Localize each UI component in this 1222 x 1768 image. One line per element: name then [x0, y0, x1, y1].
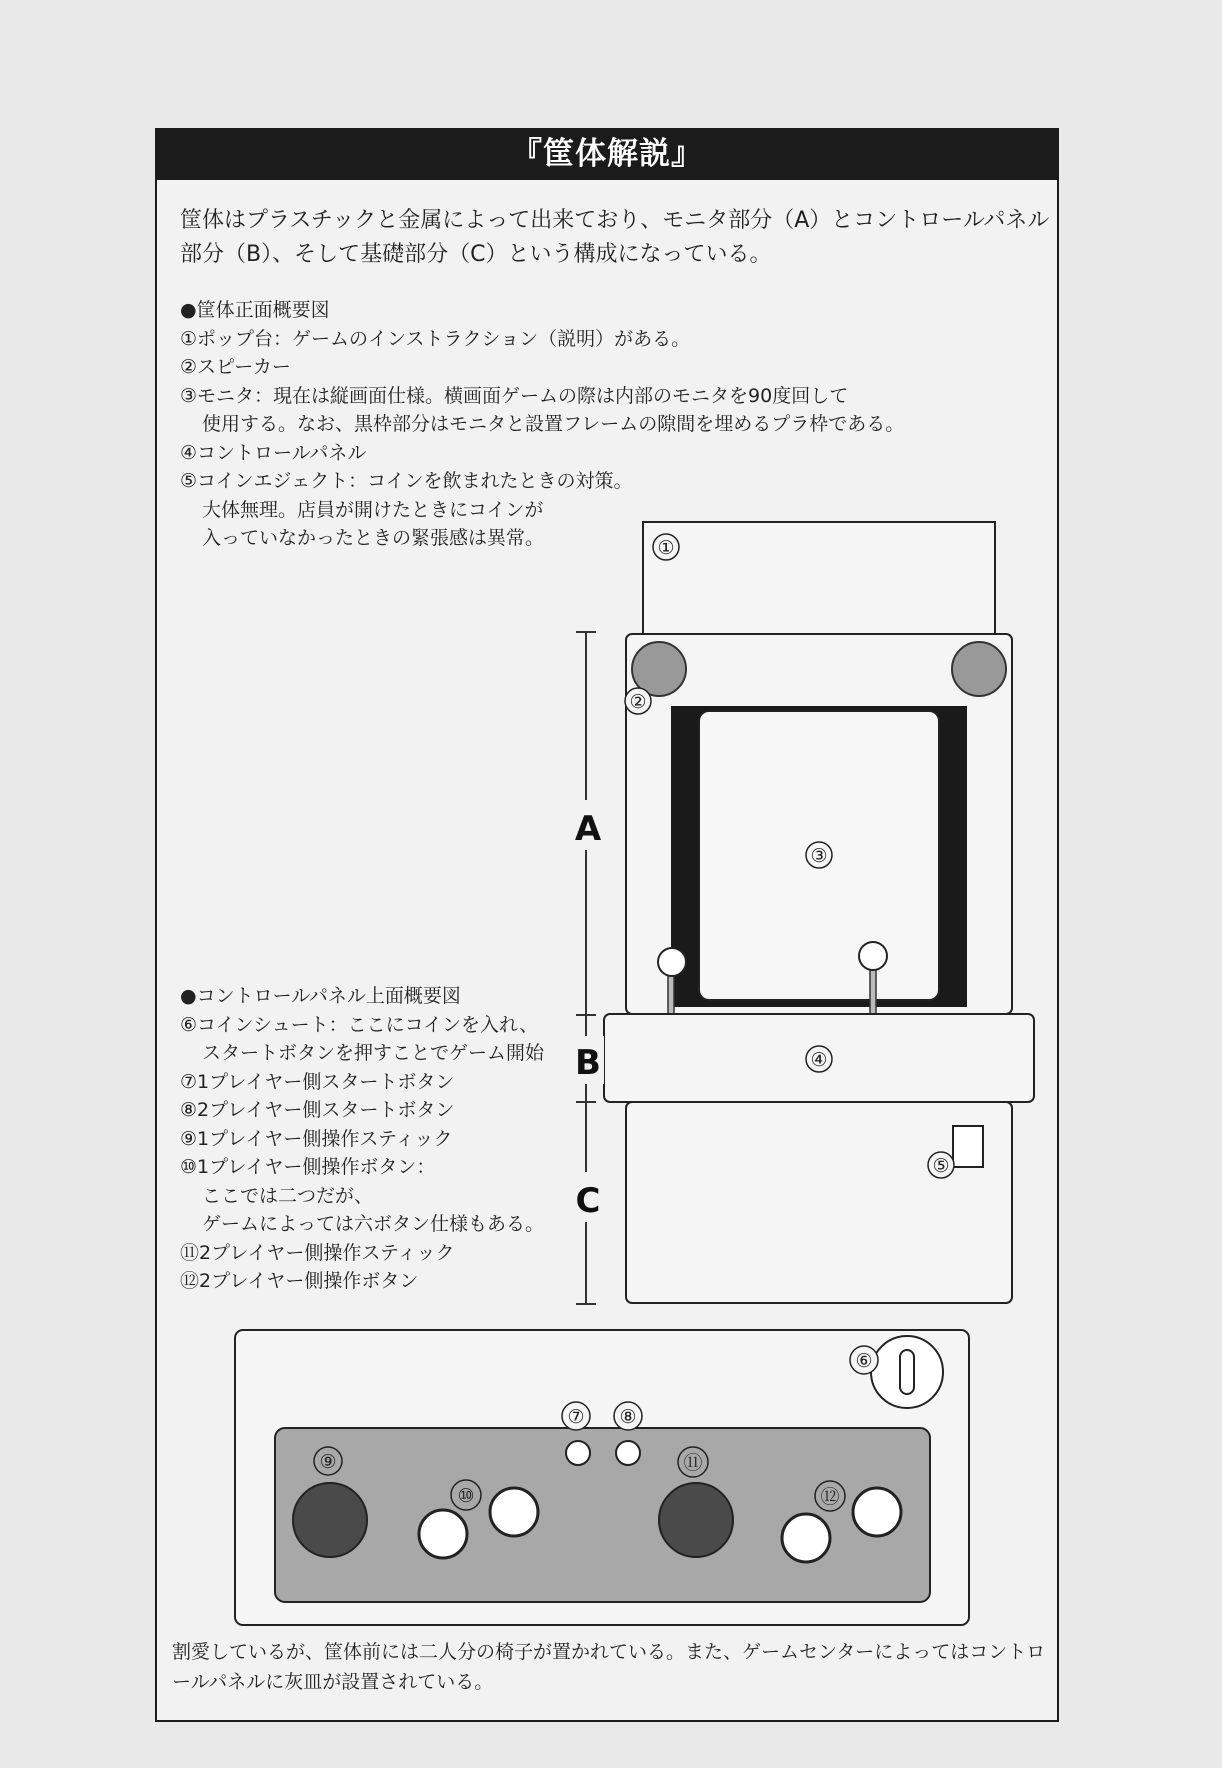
marker-8: ⑧ — [619, 1406, 637, 1428]
front-line: ④コントロールパネル — [180, 441, 367, 464]
section-label-b: B — [575, 1043, 601, 1083]
section-label-c: C — [575, 1181, 601, 1221]
section-label-a: A — [574, 809, 602, 849]
panel-line: スタートボタンを押すことでゲーム開始 — [202, 1042, 545, 1064]
page-title: 『筐体解説』 — [155, 128, 1059, 180]
action-button-1p — [419, 1510, 467, 1558]
marker-7: ⑦ — [567, 1406, 585, 1428]
marker-1: ① — [657, 537, 675, 559]
marker-3: ③ — [810, 845, 828, 867]
bottom-note: 割愛しているが、筐体前には二人分の椅子が置かれている。また、ゲームセンターによってはコントロールパネルに灰皿が設置されている。 — [172, 1641, 1046, 1693]
panel-line: ⑩1プレイヤー側操作ボタン： — [180, 1156, 436, 1178]
joystick-shaft — [870, 968, 876, 1016]
panel-heading: ●コントロールパネル上面概要図 — [180, 985, 461, 1007]
marker-6: ⑥ — [855, 1350, 873, 1372]
panel-line: ⑫2プレイヤー側操作ボタン — [180, 1270, 419, 1292]
front-line: ③モニタ：現在は縦画面仕様。横画面ゲームの際は内部のモニタを90度回して — [180, 384, 849, 407]
marker-4: ④ — [810, 1049, 828, 1071]
coin-slot-opening — [900, 1350, 914, 1394]
joystick-ball — [658, 948, 686, 976]
panel-line: ゲームによっては六ボタン仕様もある。 — [202, 1213, 545, 1235]
joystick-shaft — [668, 972, 674, 1016]
start-button-1p — [566, 1441, 590, 1465]
stick-2p — [659, 1483, 733, 1557]
panel-line: ⑨1プレイヤー側操作スティック — [180, 1127, 453, 1150]
speaker-right — [952, 642, 1006, 696]
intro-text: 筐体はプラスチックと金属によって出来ており、モニタ部分（A）とコントロールパネル部分（B）、そして基礎部分（C）という構成になっている。 — [180, 208, 1050, 267]
front-line: 使用する。なお、黒枠部分はモニタと設置フレームの隙間を埋めるプラ枠である。 — [202, 413, 905, 435]
action-button-1p — [490, 1488, 538, 1536]
marker-12: ⑫ — [820, 1486, 840, 1508]
front-line: ⑤コインエジェクト：コインを飲まれたときの対策。 — [180, 470, 633, 492]
marker-2: ② — [629, 691, 647, 713]
panel-gray-area — [275, 1428, 930, 1602]
pop-stand — [643, 522, 995, 634]
front-line: ①ポップ台：ゲームのインストラクション（説明）がある。 — [180, 327, 691, 350]
front-line: 大体無理。店員が開けたときにコインが — [202, 498, 544, 521]
marker-10: ⑩ — [457, 1485, 475, 1507]
panel-line: ここでは二つだが、 — [202, 1184, 374, 1207]
action-button-2p — [853, 1488, 901, 1536]
action-button-2p — [782, 1514, 830, 1562]
coin-eject — [953, 1126, 983, 1167]
start-button-2p — [616, 1441, 640, 1465]
stick-1p — [293, 1483, 367, 1557]
front-line: 入っていなかったときの緊張感は異常。 — [202, 527, 545, 549]
joystick-ball — [859, 942, 887, 970]
panel-line: ⑧2プレイヤー側スタートボタン — [180, 1099, 455, 1121]
marker-5: ⑤ — [932, 1155, 950, 1177]
marker-9: ⑨ — [319, 1451, 337, 1473]
front-line: ②スピーカー — [180, 356, 291, 378]
panel-line: ⑥コインシュート：ここにコインを入れ、 — [180, 1013, 539, 1036]
marker-11: ⑪ — [683, 1452, 703, 1474]
panel-line: ⑦1プレイヤー側スタートボタン — [180, 1070, 455, 1093]
front-heading: ●筐体正面概要図 — [180, 299, 330, 321]
panel-line: ⑪2プレイヤー側操作スティック — [180, 1241, 455, 1264]
